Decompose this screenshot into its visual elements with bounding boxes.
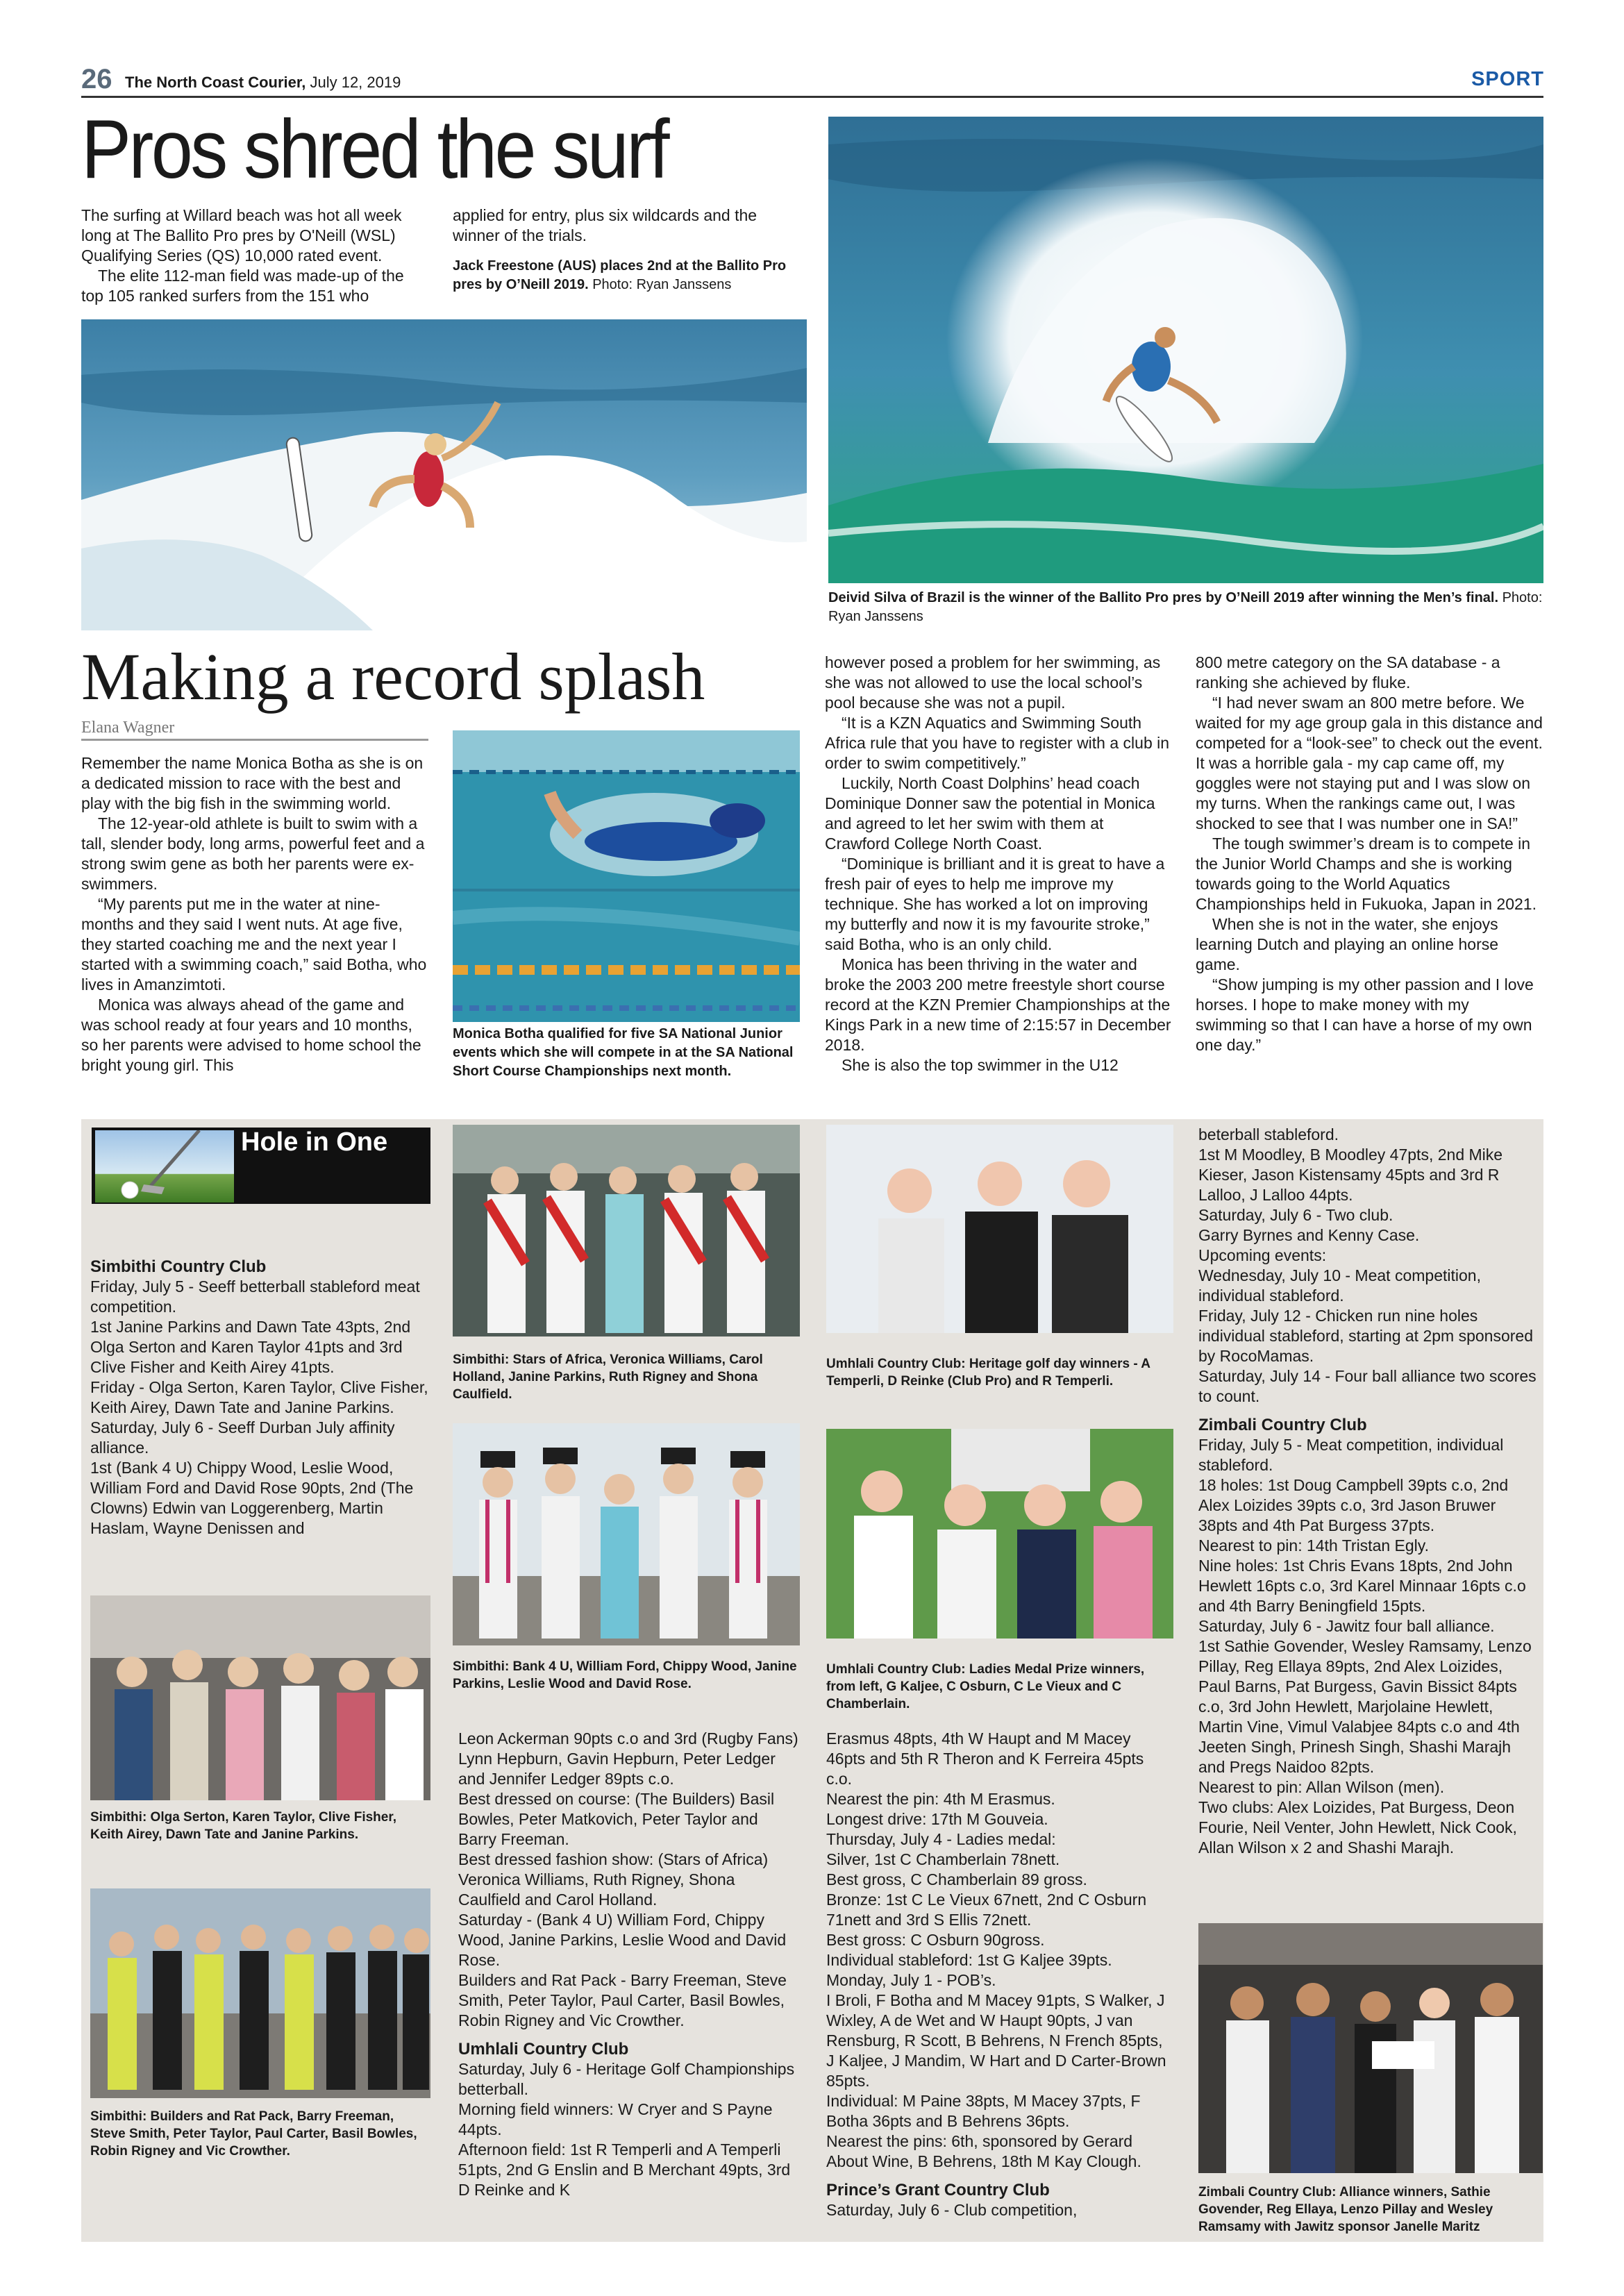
result-line: Erasmus 48pts, 4th W Haupt and M Macey 46pts and 5th R Theron and K Ferreira 45pts c.o. xyxy=(826,1729,1144,1788)
result-line: Friday, July 5 - Meat competition, individual stableford. xyxy=(1198,1436,1504,1474)
swim-paragraph: “It is a KZN Aquatics and Swimming South Africa rule that you have to register with a club in order to swim competitively.” xyxy=(825,714,1170,772)
golf-caption-e: Umhlali Country Club: Heritage golf day winners - A Temperli, D Reinke (Club Pro) and R Temperli. xyxy=(826,1357,1150,1389)
surf-paragraph: applied for entry, plus six wildcards and the winner of the trials. xyxy=(453,206,757,244)
swim-paragraph: She is also the top swimmer in the U12 xyxy=(842,1056,1119,1074)
golf-caption-f: Umhlali Country Club: Ladies Medal Prize winners, from left, G Kaljee, C Osburn, C Le Vieux and C Chamberlain. xyxy=(826,1662,1145,1711)
golf-column-4 xyxy=(1198,1125,1539,1858)
photo-umhlali-ladies-medal xyxy=(826,1429,1173,1639)
golf-caption-d: Simbithi: Bank 4 U, William Ford, Chippy Wood, Janine Parkins, Leslie Wood and David Rose. xyxy=(453,1659,797,1691)
result-line: 1st Sathie Govender, Wesley Ramsamy, Lenzo Pillay, Reg Ellaya 89pts, 2nd Alex Loizides, Paul Barns, Pat Burgess, Gavin Bissict 84pts c.o, 3rd John Hewlett, Marjolaine Hewlett, Martin Vine, Vimul Valabjee 84pts c.o and 4th Jeeten Singh, Prinesh Singh, Shashi Marajh and Pregs Naidoo 82pts. xyxy=(1198,1637,1532,1776)
group-photo-d xyxy=(453,1423,800,1645)
result-line: 1st M Moodley, B Moodley 47pts, 2nd Mike Kieser, Jason Kistensamy 45pts and 3rd R Lalloo, J Lalloo 44pts. xyxy=(1198,1146,1503,1204)
golf-column-3 xyxy=(826,1729,1173,2220)
surf-caption-1 xyxy=(453,257,800,294)
result-line: Best dressed on course: (The Builders) Basil Bowles, Peter Matkovich, Peter Taylor and Barry Freeman. xyxy=(458,1790,775,1848)
byline: Elana Wagner xyxy=(81,719,428,741)
swim-paragraph: however posed a problem for her swimming, as she was not allowed to use the local school’s pool because she was not a pupil. xyxy=(825,653,1161,712)
swim-paragraph: Luckily, North Coast Dolphins’ head coach Dominique Donner saw the potential in Monica and agreed to let her swim with them at Crawford College North Coast. xyxy=(825,774,1155,853)
surf-image-2 xyxy=(828,117,1543,583)
surf-column-1 xyxy=(81,206,428,306)
group-photo-c xyxy=(453,1125,800,1336)
golf-caption-g: Zimbali Country Club: Alliance winners, Sathie Govender, Reg Ellaya, Lenzo Pillay and Wesley Ramsamy with Jawitz sponsor Janelle Maritz xyxy=(1198,2185,1493,2234)
club-heading: Prince’s Grant Country Club xyxy=(826,2181,1050,2199)
surf-headline: Pros shred the surf xyxy=(81,103,668,196)
result-line: Saturday - (Bank 4 U) William Ford, Chippy Wood, Janine Parkins, Leslie Wood and David Rose. xyxy=(458,1911,787,1969)
swim-paragraph: 800 metre category on the SA database - a ranking she achieved by fluke. xyxy=(1196,653,1500,692)
result-line: Afternoon field: 1st R Temperli and A Temperli 51pts, 2nd G Enslin and B Merchant 49pts, 3rd D Reinke and K xyxy=(458,2140,791,2199)
result-line: Nearest the pins: 6th, sponsored by Gerard About Wine, B Behrens, 18th M Kay Clough. xyxy=(826,2132,1141,2170)
result-line: Nine holes: 1st Chris Evans 18pts, 2nd John Hewlett 16pts c.o, 3rd Karel Minnaar 16pts c.o and 4th Barry Beningfield 15pts. xyxy=(1198,1557,1526,1615)
issue-date: July 12, 2019 xyxy=(305,74,401,91)
club-heading: Simbithi Country Club xyxy=(90,1257,267,1276)
section-label: SPORT xyxy=(1471,68,1544,90)
result-line: Nearest the pin: 4th M Erasmus. xyxy=(826,1790,1055,1808)
group-photo-g xyxy=(1198,1923,1543,2173)
swim-image xyxy=(453,730,800,1022)
result-line: Saturday, July 6 - Jawitz four ball alliance. xyxy=(1198,1617,1495,1635)
swim-paragraph: Monica was always ahead of the game and was school ready at four years and 10 months, so her parents were advised to home school the bright young girl. This xyxy=(81,996,421,1074)
golf-column-2 xyxy=(458,1729,798,2200)
result-line: Thursday, July 4 - Ladies medal: xyxy=(826,1830,1056,1848)
publication-line xyxy=(125,74,401,92)
swim-headline: Making a record splash xyxy=(81,639,705,714)
swim-photo-monica-botha xyxy=(453,730,800,1022)
result-line: Bronze: 1st C Le Vieux 67nett, 2nd C Osburn 71nett and 3rd S Ellis 72nett. xyxy=(826,1891,1147,1929)
golf-caption-c: Simbithi: Stars of Africa, Veronica Williams, Carol Holland, Janine Parkins, Ruth Rigney and Shona Caulfield. xyxy=(453,1352,763,1402)
photo-credit: Photo: Ryan Janssens xyxy=(588,277,732,292)
result-line: Best dressed fashion show: (Stars of Africa) Veronica Williams, Ruth Rigney, Shona Caulfield and Carol Holland. xyxy=(458,1850,769,1909)
golf-column-1 xyxy=(90,1257,430,1539)
swim-paragraph: “Show jumping is my other passion and I love horses. I hope to make money with my swimming so that I can have a horse of my own one day.” xyxy=(1196,975,1534,1054)
swim-column-3 xyxy=(825,653,1172,1075)
result-line: Saturday, July 6 - Club competition, xyxy=(826,2201,1078,2219)
surf-paragraph: The surfing at Willard beach was hot all week long at The Ballito Pro pres by O'Neill (WSL) Qualifying Series (QS) 10,000 rated event. xyxy=(81,206,402,265)
swim-paragraph: “My parents put me in the water at nine-months and they said I went nuts. At age five, they started coaching me and the next year I started with a swimming coach,” said Botha, who lives in Amanzimtoti. xyxy=(81,895,427,994)
result-line: Longest drive: 17th M Gouveia. xyxy=(826,1810,1048,1828)
result-line: Saturday, July 6 - Two club. xyxy=(1198,1206,1393,1224)
swim-paragraph: “Dominique is brilliant and it is great to have a fresh pair of eyes to help me improve my technique. She has worked a lot on improving my butterfly and now it is my favourite stroke,” said Botha, who is an only child. xyxy=(825,855,1165,953)
photo-simbithi-bank-4-u xyxy=(453,1423,800,1645)
surf-photo-jack-freestone xyxy=(81,319,807,630)
publication-name: The North Coast Courier, xyxy=(125,74,306,91)
photo-credit: Photo: Ryan Janssens xyxy=(828,590,1543,624)
swim-column-1 xyxy=(81,753,428,1075)
result-line: Wednesday, July 10 - Meat competition, individual stableford. xyxy=(1198,1266,1481,1305)
result-line: Upcoming events: xyxy=(1198,1246,1327,1264)
result-line: I Broli, F Botha and M Macey 91pts, S Walker, J Wixley, A de Wet and W Haupt 90pts, J van Rensburg, R Scott, B Behrens, N French 85pts, J Kaljee, J Mandim, W Hart and D Carter-Brown 85pts. xyxy=(826,1991,1166,2090)
result-line: Saturday, July 6 - Heritage Golf Championships betterball. xyxy=(458,2060,795,2098)
caption-text: Deivid Silva of Brazil is the winner of the Ballito Pro pres by O’Neill 2019 after winning the Men’s final. xyxy=(828,590,1499,605)
golf-caption-b: Simbithi: Builders and Rat Pack, Barry Freeman, Steve Smith, Peter Taylor, Paul Carter, Basil Bowles, Robin Rigney and Vic Crowther. xyxy=(90,2109,417,2159)
golf-section-title: Hole in One xyxy=(241,1128,388,1157)
result-line: Silver, 1st C Chamberlain 78nett. xyxy=(826,1850,1060,1868)
surf-column-2 xyxy=(453,206,800,246)
photo-umhlali-heritage-winners xyxy=(826,1125,1173,1333)
result-line: Friday, July 5 - Seeff betterball stableford meat competition. xyxy=(90,1277,420,1316)
result-line: Friday, July 12 - Chicken run nine holes individual stableford, starting at 2pm sponsored by RocoMamas. xyxy=(1198,1307,1534,1365)
result-line: Individual stableford: 1st G Kaljee 39pts. xyxy=(826,1951,1112,1969)
swim-column-4 xyxy=(1196,653,1543,1055)
swim-caption: Monica Botha qualified for five SA National Junior events which she will compete in at the SA National Short Course Championships next month. xyxy=(453,1026,794,1079)
result-line: Garry Byrnes and Kenny Case. xyxy=(1198,1226,1420,1244)
result-line: Builders and Rat Pack - Barry Freeman, Steve Smith, Peter Taylor, Paul Carter, Basil Bowles, Robin Rigney and Vic Crowther. xyxy=(458,1971,787,2029)
result-line: 1st Janine Parkins and Dawn Tate 43pts, 2nd Olga Serton and Karen Taylor 41pts and 3rd Clive Fisher and Keith Airey 41pts. xyxy=(90,1318,411,1376)
photo-zimbali-alliance-winners xyxy=(1198,1923,1543,2173)
swim-paragraph: The tough swimmer’s dream is to compete in the Junior World Champs and she is working towards going to the World Aquatics Championships held in Fukuoka, Japan in 2021. xyxy=(1196,835,1537,913)
result-line: Leon Ackerman 90pts c.o and 3rd (Rugby Fans) Lynn Hepburn, Gavin Hepburn, Peter Ledger and Jennifer Ledger 89pts c.o. xyxy=(458,1729,798,1788)
result-line: beterball stableford. xyxy=(1198,1125,1339,1143)
result-line: Nearest to pin: Allan Wilson (men). xyxy=(1198,1778,1445,1796)
photo-simbithi-stars-of-africa xyxy=(453,1125,800,1336)
club-heading: Umhlali Country Club xyxy=(458,2040,629,2059)
swim-paragraph: “I had never swam an 800 metre before. We waited for my age group gala in this distance and competed for a “look-see” to check out the event. It was a horrible gala - my cap came off, my goggles were not staying put and I was slow on my turns. When the rankings came out, I was shocked to see that I was number one in SA!” xyxy=(1196,694,1543,832)
caption-text: Jack Freestone (AUS) places 2nd at the Ballito Pro pres by O’Neill 2019. xyxy=(453,258,787,292)
photo-simbithi-builders xyxy=(90,1888,430,2098)
group-photo-e xyxy=(826,1125,1173,1333)
swim-paragraph: The 12-year-old athlete is built to swim with a tall, slender body, long arms, powerful feet and a strong swim gene as both her parents were ex-swimmers. xyxy=(81,814,425,893)
result-line: Nearest to pin: 14th Tristan Egly. xyxy=(1198,1536,1429,1555)
result-line: Saturday, July 6 - Seeff Durban July affinity alliance. xyxy=(90,1418,395,1457)
club-heading: Zimbali Country Club xyxy=(1198,1416,1367,1434)
golf-club-icon xyxy=(95,1130,234,1203)
result-line: Friday - Olga Serton, Karen Taylor, Clive Fisher, Keith Airey, Dawn Tate and Janine Parkins. xyxy=(90,1378,428,1416)
surf-image-1 xyxy=(81,319,807,630)
swim-paragraph: Monica has been thriving in the water and broke the 2003 200 metre freestyle short course record at the KZN Premier Championships at the Kings Park in a new time of 2:15:57 in December 2018. xyxy=(825,955,1171,1054)
result-line: Best gross: C Osburn 90gross. xyxy=(826,1931,1045,1949)
golf-caption-a: Simbithi: Olga Serton, Karen Taylor, Clive Fisher, Keith Airey, Dawn Tate and Janine Parkins. xyxy=(90,1810,396,1842)
result-line: Individual: M Paine 38pts, M Macey 37pts, F Botha 36pts and B Behrens 36pts. xyxy=(826,2092,1141,2130)
golf-ball-icon xyxy=(95,1130,234,1203)
group-photo-a xyxy=(90,1595,430,1800)
group-photo-b xyxy=(90,1888,430,2098)
result-line: Best gross, C Chamberlain 89 gross. xyxy=(826,1870,1087,1888)
result-line: 18 holes: 1st Doug Campbell 39pts c.o, 2nd Alex Loizides 39pts c.o, 3rd Jason Bruwer 38pts and 4th Pat Burgess 37pts. xyxy=(1198,1476,1509,1534)
group-photo-f xyxy=(826,1429,1173,1639)
result-line: Monday, July 1 - POB’s. xyxy=(826,1971,996,1989)
swim-paragraph: Remember the name Monica Botha as she is on a dedicated mission to race with the best and play with the big fish in the swimming world. xyxy=(81,754,424,812)
result-line: Morning field winners: W Cryer and S Payne 44pts. xyxy=(458,2100,773,2138)
surf-caption-2 xyxy=(828,589,1543,626)
result-line: 1st (Bank 4 U) Chippy Wood, Leslie Wood, William Ford and David Rose 90pts, 2nd (The Clowns) Edwin van Loggerenberg, Martin Haslam, Wayne Denissen and xyxy=(90,1459,414,1537)
result-line: Two clubs: Alex Loizides, Pat Burgess, Deon Fourie, Neil Venter, John Hewlett, Nick Cook, Allan Wilson x 2 and Shashi Marajh. xyxy=(1198,1798,1517,1857)
page-number: 26 xyxy=(81,64,112,94)
swim-paragraph: When she is not in the water, she enjoys learning Dutch and playing an online horse game. xyxy=(1196,915,1499,973)
surf-paragraph: The elite 112-man field was made-up of the top 105 ranked surfers from the 151 who xyxy=(81,267,404,305)
header-rule xyxy=(81,96,1543,98)
photo-simbithi-group-olga xyxy=(90,1595,430,1800)
result-line: Saturday, July 14 - Four ball alliance two scores to count. xyxy=(1198,1367,1537,1405)
surf-photo-deivid-silva xyxy=(828,117,1543,583)
